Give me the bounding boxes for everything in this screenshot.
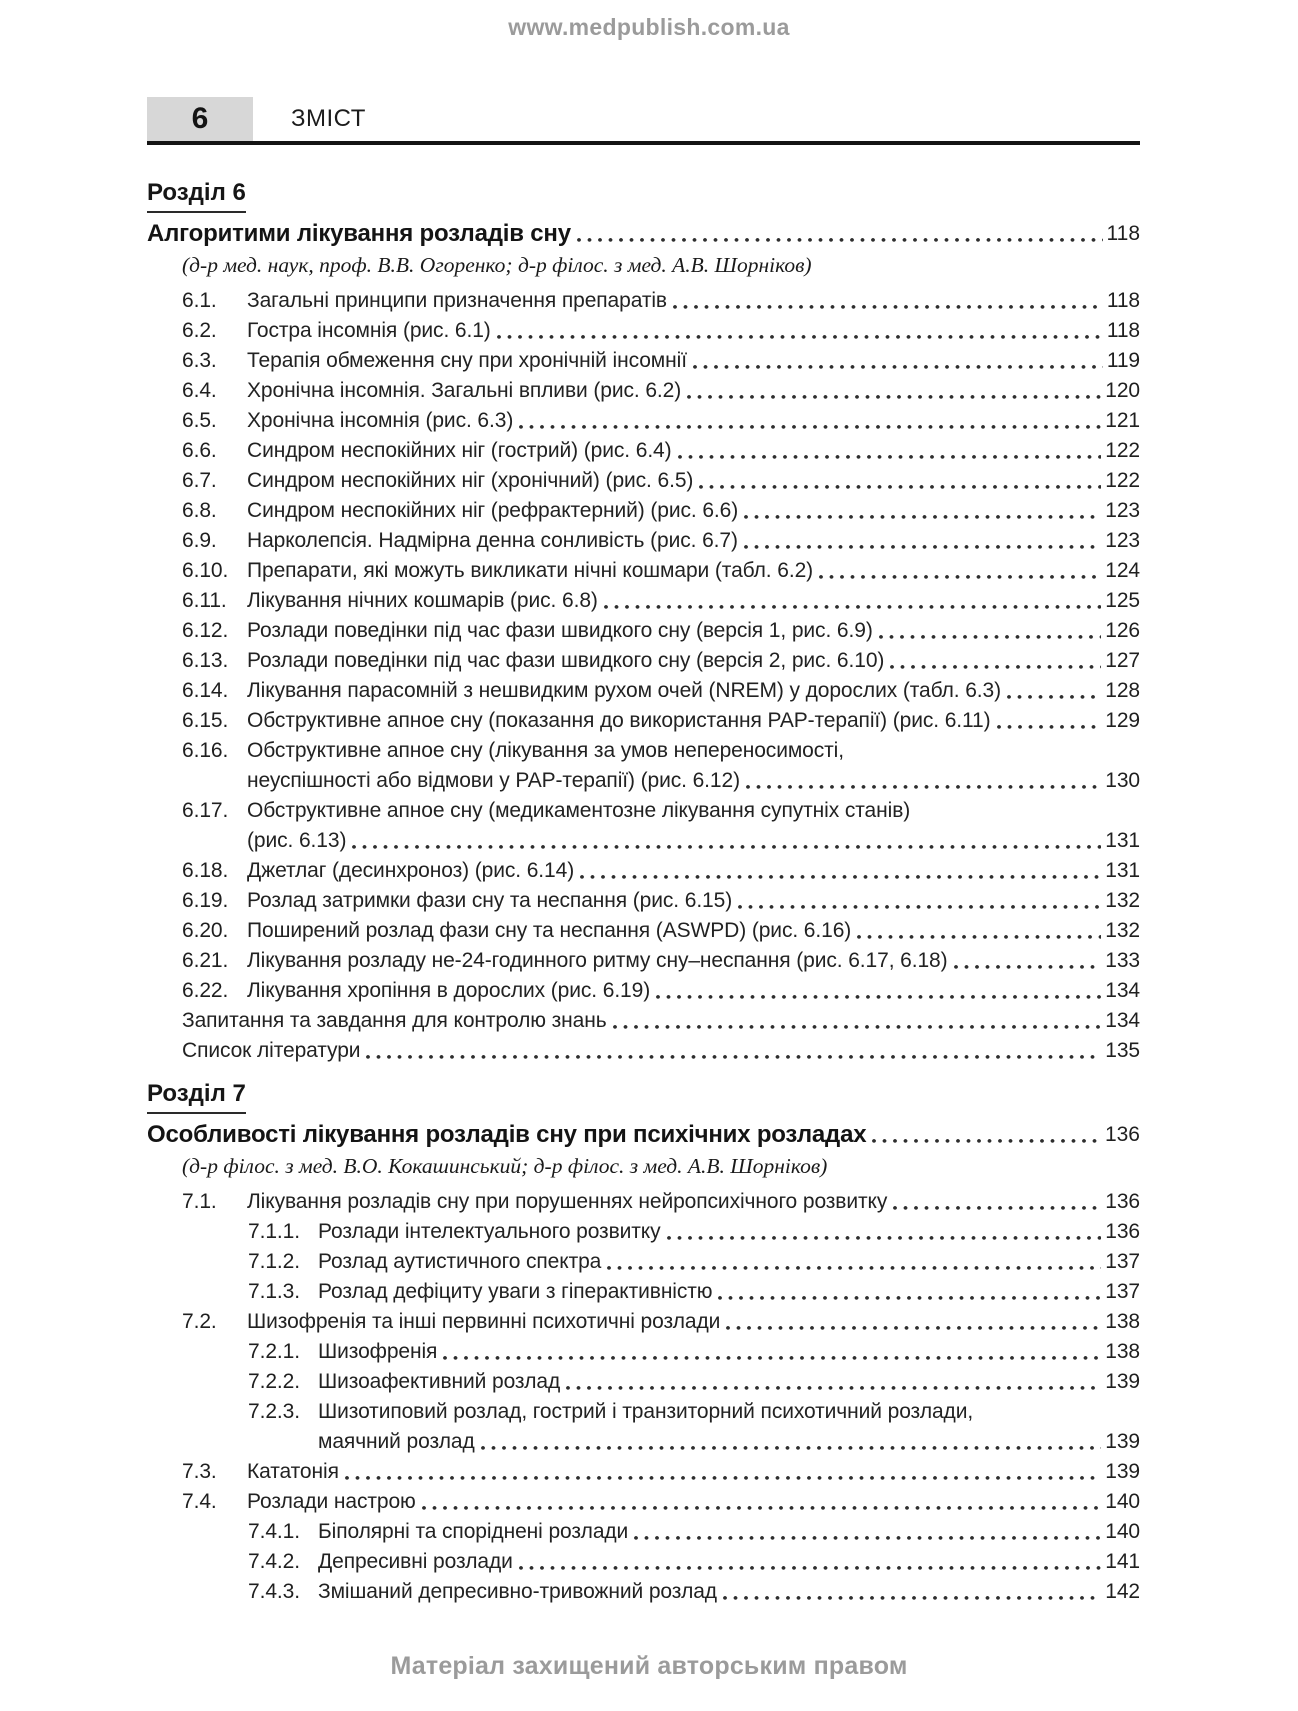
entry-line [247, 586, 1140, 616]
dot-leader [519, 406, 1101, 436]
entry-body [318, 1337, 1140, 1367]
page-header [147, 97, 1140, 145]
dot-leader [699, 466, 1101, 496]
page-ref: 136 [1105, 1220, 1140, 1243]
entry-line [318, 1217, 1140, 1247]
toc-entry [147, 856, 1140, 886]
page-ref: 130 [1105, 769, 1140, 792]
copyright-notice: Матеріал захищений авторським правом [390, 1652, 908, 1680]
entry-number: 6.9. [182, 529, 217, 552]
entry-body [247, 736, 1140, 796]
entry-body [247, 976, 1140, 1006]
entry-text: Лікування нічних кошмарів (рис. 6.8) [247, 589, 598, 612]
entry-line [318, 1277, 1140, 1307]
entry-line [247, 616, 1140, 646]
toc-entry [147, 436, 1140, 466]
dot-leader [890, 646, 1101, 676]
toc-entry [147, 316, 1140, 346]
entry-body [247, 526, 1140, 556]
entry-number: 7.1. [182, 1190, 217, 1213]
dot-leader [723, 1577, 1101, 1607]
running-head-title: ЗМІСТ [291, 105, 366, 132]
dot-leader [345, 1457, 1101, 1487]
dot-leader [678, 436, 1102, 466]
entry-body [247, 316, 1140, 346]
entry-text: Розлади настрою [247, 1490, 416, 1513]
entry-line [247, 916, 1140, 946]
page-header-row [147, 97, 1140, 141]
entry-body [318, 1367, 1140, 1397]
dot-leader [1007, 676, 1101, 706]
page-ref: 122 [1105, 439, 1140, 462]
entry-body [318, 1277, 1140, 1307]
entry-number: 6.22. [182, 979, 229, 1002]
entry-number: 7.4.2. [248, 1550, 300, 1573]
chapter-authors: (д-р філос. з мед. В.О. Кокашинський; д-р філос. з мед. А.В. Шорніков) [182, 1154, 828, 1178]
page-ref: 142 [1105, 1580, 1140, 1603]
toc-entry [147, 376, 1140, 406]
entry-number: 7.1.3. [248, 1280, 300, 1303]
entry-number: 6.15. [182, 709, 229, 732]
page-ref: 131 [1105, 829, 1140, 852]
page-ref: 127 [1105, 649, 1140, 672]
entry-body [247, 1187, 1140, 1217]
entry-body [247, 646, 1140, 676]
page-ref: 138 [1105, 1340, 1140, 1363]
entry-number: 6.11. [182, 589, 227, 612]
entry-line [247, 946, 1140, 976]
entry-body [247, 796, 1140, 856]
dot-leader [893, 1187, 1101, 1217]
entry-line [247, 376, 1140, 406]
entry-body [247, 586, 1140, 616]
chapter-authors: (д-р мед. наук, проф. В.В. Огоренко; д-р філос. з мед. А.В. Шорніков) [182, 253, 812, 277]
toc-entry [147, 646, 1140, 676]
entry-text: Обструктивне апное сну (лікування за умов непереносимості, [247, 739, 844, 762]
page-ref: 139 [1105, 1370, 1140, 1393]
entry-text: Лікування розладу не-24-годинного ритму сну–неспання (рис. 6.17, 6.18) [247, 949, 948, 972]
entry-body [182, 1036, 1140, 1066]
entry-body [247, 616, 1140, 646]
entry-line [247, 526, 1140, 556]
entry-body [247, 916, 1140, 946]
toc-entry [147, 466, 1140, 496]
toc-entry [147, 916, 1140, 946]
dot-leader [607, 1247, 1101, 1277]
toc-entry [147, 676, 1140, 706]
entry-number: 7.1.2. [248, 1250, 300, 1273]
dot-leader [879, 616, 1102, 646]
chapter-title-row [147, 1119, 1140, 1151]
entry-body [318, 1217, 1140, 1247]
dot-leader [738, 886, 1101, 916]
toc-entry [147, 1187, 1140, 1217]
toc-entry [147, 346, 1140, 376]
toc-entry [147, 406, 1140, 436]
toc-entry [147, 1457, 1140, 1487]
page-ref: 125 [1105, 589, 1140, 612]
entry-body [247, 886, 1140, 916]
dot-leader [422, 1487, 1102, 1517]
chapter-title-row [147, 218, 1140, 250]
entry-number: 6.13. [182, 649, 229, 672]
entry-number: 7.2.2. [248, 1370, 300, 1393]
page-ref: 123 [1105, 529, 1140, 552]
entry-line [247, 316, 1140, 346]
entry-text: Шизоафективний розлад [318, 1370, 561, 1393]
chapter-entries [147, 1187, 1140, 1607]
page-ref: 128 [1105, 679, 1140, 702]
dot-leader [443, 1337, 1101, 1367]
entry-line [247, 676, 1140, 706]
dot-leader [604, 586, 1101, 616]
entry-body [318, 1397, 1140, 1457]
dot-leader [566, 1367, 1101, 1397]
chapter-title: Алгоритими лікування розладів сну [147, 220, 571, 247]
toc-entry [147, 1337, 1140, 1367]
page-ref: 138 [1105, 1310, 1140, 1333]
entry-line [247, 436, 1140, 466]
dot-leader [656, 976, 1101, 1006]
entry-number: 7.1.1. [248, 1220, 300, 1243]
entry-text: Розлад затримки фази сну та неспання (рис. 6.15) [247, 889, 733, 912]
dot-leader [954, 946, 1102, 976]
entry-number: 7.2. [182, 1310, 217, 1333]
dot-leader [693, 346, 1103, 376]
entry-text: Розлад дефіциту уваги з гіперактивністю [318, 1280, 713, 1303]
entry-text: неуспішності або відмови у PAP-терапії) (рис. 6.12) [247, 769, 740, 792]
toc-entry [147, 706, 1140, 736]
entry-line [247, 976, 1140, 1006]
chapter-section [147, 179, 1140, 1066]
page-ref: 137 [1105, 1250, 1140, 1273]
dot-leader [997, 706, 1102, 736]
entry-number: 6.2. [182, 319, 217, 342]
entry-line [247, 646, 1140, 676]
entry-body [247, 496, 1140, 526]
toc-entry [147, 886, 1140, 916]
page-ref: 132 [1105, 889, 1140, 912]
entry-number: 6.1. [182, 289, 217, 312]
entry-body [247, 676, 1140, 706]
chapter-section [147, 1080, 1140, 1607]
entry-text: Загальні принципи призначення препаратів [247, 289, 667, 312]
site-url: www.medpublish.com.ua [508, 14, 790, 40]
entry-text: Список літератури [182, 1039, 361, 1062]
entry-body [247, 436, 1140, 466]
entry-text: Шизотиповий розлад, гострий і транзиторний психотичний розлади, [318, 1400, 974, 1423]
entry-number: 6.7. [182, 469, 217, 492]
page-ref: 129 [1105, 709, 1140, 732]
toc-entry [147, 1517, 1140, 1547]
dot-leader [352, 826, 1101, 856]
entry-number: 7.4. [182, 1490, 217, 1513]
dot-leader [497, 316, 1103, 346]
page-ref: 135 [1105, 1039, 1140, 1062]
page-number: 6 [191, 102, 209, 135]
entry-body [247, 946, 1140, 976]
entry-number: 6.17. [182, 799, 229, 822]
dot-leader [673, 286, 1103, 316]
page-ref: 132 [1105, 919, 1140, 942]
entry-number: 7.4.1. [248, 1520, 300, 1543]
toc-entry [147, 1247, 1140, 1277]
entry-line [247, 1487, 1140, 1517]
page-ref: 139 [1105, 1460, 1140, 1483]
entry-text: Обструктивне апное сну (медикаментозне лікування супутніх станів) [247, 799, 911, 822]
dot-leader [746, 766, 1101, 796]
toc-entry [147, 496, 1140, 526]
dot-leader [613, 1006, 1102, 1036]
entry-line [182, 1036, 1140, 1066]
entry-line [247, 1187, 1140, 1217]
entry-text: Змішаний депресивно-тривожний розлад [318, 1580, 717, 1603]
entry-body [247, 406, 1140, 436]
page-ref: 131 [1105, 859, 1140, 882]
entry-number: 6.18. [182, 859, 229, 882]
entry-body [247, 346, 1140, 376]
entry-line [247, 346, 1140, 376]
entry-body [247, 556, 1140, 586]
toc-entry [147, 1036, 1140, 1066]
entry-body [247, 706, 1140, 736]
page-ref: 139 [1105, 1430, 1140, 1453]
page-ref: 134 [1105, 1009, 1140, 1032]
toc-entry [147, 1277, 1140, 1307]
dot-leader [857, 916, 1101, 946]
entry-text: Розлад аутистичного спектра [318, 1250, 602, 1273]
entry-text: Терапія обмеження сну при хронічній інсомнії [247, 349, 687, 372]
dot-leader [519, 1547, 1102, 1577]
toc-entry [147, 946, 1140, 976]
entry-body [247, 856, 1140, 886]
page-number-box [147, 97, 253, 141]
page-ref: 124 [1105, 559, 1140, 582]
entry-number: 6.16. [182, 739, 229, 762]
entry-body [247, 1487, 1140, 1517]
entry-text: Синдром неспокійних ніг (рефрактерний) (рис. 6.6) [247, 499, 739, 522]
page-ref: 118 [1106, 319, 1140, 342]
entry-text: Кататонія [247, 1460, 339, 1483]
entry-line [247, 286, 1140, 316]
toc-entry [147, 1006, 1140, 1036]
page-ref: 137 [1105, 1280, 1140, 1303]
entry-text: Гостра інсомнія (рис. 6.1) [247, 319, 491, 342]
entry-text: Розлади поведінки під час фази швидкого сну (версія 2, рис. 6.10) [247, 649, 885, 672]
table-of-contents [147, 179, 1140, 1607]
page-ref: 133 [1105, 949, 1140, 972]
toc-entry [147, 586, 1140, 616]
page-ref: 122 [1105, 469, 1140, 492]
dot-leader [481, 1427, 1102, 1457]
entry-line [247, 1307, 1140, 1337]
toc-entry [147, 976, 1140, 1006]
entry-body [318, 1517, 1140, 1547]
entry-text: маячний розлад [318, 1430, 475, 1453]
entry-body [247, 1307, 1140, 1337]
entry-body [247, 286, 1140, 316]
entry-number: 7.2.1. [248, 1340, 300, 1363]
entry-text: Шизофренія та інші первинні психотичні розлади [247, 1310, 721, 1333]
entry-number: 6.8. [182, 499, 217, 522]
entry-number: 7.3. [182, 1460, 217, 1483]
toc-entry [147, 796, 1140, 856]
entry-line [318, 1427, 1140, 1457]
entry-text: Синдром неспокійних ніг (хронічний) (рис. 6.5) [247, 469, 694, 492]
dot-leader [580, 856, 1101, 886]
chapter-entries [147, 286, 1140, 1066]
dot-leader [819, 556, 1101, 586]
entry-number: 6.3. [182, 349, 217, 372]
toc-entry [147, 526, 1140, 556]
entry-text: Лікування розладів сну при порушеннях нейропсихічного розвитку [247, 1190, 888, 1213]
entry-line [247, 706, 1140, 736]
toc-entry [147, 1487, 1140, 1517]
page-ref: 120 [1105, 379, 1140, 402]
entry-body [247, 466, 1140, 496]
entry-body [247, 376, 1140, 406]
page-ref: 136 [1105, 1190, 1140, 1213]
entry-text: Біполярні та споріднені розлади [318, 1520, 629, 1543]
entry-line [318, 1337, 1140, 1367]
entry-text: Нарколепсія. Надмірна денна сонливість (рис. 6.7) [247, 529, 738, 552]
entry-text: Обструктивне апное сну (показання до використання PAP-терапії) (рис. 6.11) [247, 709, 991, 732]
entry-line [182, 1006, 1140, 1036]
entry-line [247, 766, 1140, 796]
dot-leader [687, 376, 1101, 406]
entry-text: Запитання та завдання для контролю знань [182, 1009, 607, 1032]
dot-leader [634, 1517, 1101, 1547]
entry-number: 6.10. [182, 559, 229, 582]
toc-entry [147, 1307, 1140, 1337]
entry-number: 6.12. [182, 619, 229, 642]
entry-line [247, 556, 1140, 586]
entry-line [247, 826, 1140, 856]
entry-text: Джетлаг (десинхроноз) (рис. 6.14) [247, 859, 575, 882]
toc-entry [147, 556, 1140, 586]
entry-line [247, 886, 1140, 916]
entry-number: 6.4. [182, 379, 217, 402]
entry-line [247, 466, 1140, 496]
entry-body [247, 1457, 1140, 1487]
toc-entry [147, 616, 1140, 646]
toc-entry [147, 1397, 1140, 1457]
dot-leader [718, 1277, 1101, 1307]
entry-text: (рис. 6.13) [247, 829, 347, 852]
dot-leader [366, 1036, 1101, 1066]
entry-body [318, 1547, 1140, 1577]
page-ref: 123 [1105, 499, 1140, 522]
entry-body [318, 1577, 1140, 1607]
chapter-label: Розділ 7 [147, 1080, 246, 1114]
entry-text: Хронічна інсомнія (рис. 6.3) [247, 409, 514, 432]
entry-line [318, 1367, 1140, 1397]
entry-number: 6.6. [182, 439, 217, 462]
entry-text: Розлади інтелектуального розвитку [318, 1220, 661, 1243]
toc-entry [147, 1367, 1140, 1397]
entry-number: 6.21. [182, 949, 229, 972]
entry-text: Розлади поведінки під час фази швидкого сну (версія 1, рис. 6.9) [247, 619, 873, 642]
entry-text: Синдром неспокійних ніг (гострий) (рис. 6.4) [247, 439, 672, 462]
toc-entry [147, 736, 1140, 796]
entry-text: Поширений розлад фази сну та неспання (ASWPD) (рис. 6.16) [247, 919, 852, 942]
page-ref: 118 [1106, 222, 1140, 245]
dot-leader [577, 218, 1103, 250]
entry-text: Лікування хропіння в дорослих (рис. 6.19) [247, 979, 651, 1002]
entry-line [318, 1577, 1140, 1607]
chapter-label: Розділ 6 [147, 179, 246, 213]
dot-leader [872, 1119, 1101, 1151]
entry-line [318, 1247, 1140, 1277]
page-ref: 118 [1106, 289, 1140, 312]
entry-body [318, 1247, 1140, 1277]
entry-body [182, 1006, 1140, 1036]
entry-number: 6.5. [182, 409, 217, 432]
page-ref: 140 [1105, 1490, 1140, 1513]
dot-leader [726, 1307, 1101, 1337]
entry-number: 6.19. [182, 889, 229, 912]
entry-text: Шизофренія [318, 1340, 438, 1363]
entry-number: 7.2.3. [248, 1400, 300, 1423]
dot-leader [744, 496, 1101, 526]
entry-line [247, 1457, 1140, 1487]
entry-text: Хронічна інсомнія. Загальні впливи (рис. 6.2) [247, 379, 682, 402]
entry-number: 7.4.3. [248, 1580, 300, 1603]
toc-entry [147, 1217, 1140, 1247]
entry-number: 6.14. [182, 679, 229, 702]
entry-line [247, 406, 1140, 436]
toc-entry [147, 1577, 1140, 1607]
entry-text: Депресивні розлади [318, 1550, 513, 1573]
dot-leader [667, 1217, 1102, 1247]
toc-entry [147, 286, 1140, 316]
page-ref: 126 [1105, 619, 1140, 642]
entry-line [318, 1517, 1140, 1547]
toc-entry [147, 1547, 1140, 1577]
entry-line [247, 496, 1140, 526]
entry-text: Препарати, які можуть викликати нічні кошмари (табл. 6.2) [247, 559, 814, 582]
page-ref: 141 [1105, 1550, 1140, 1573]
page-ref: 134 [1105, 979, 1140, 1002]
chapter-title: Особливості лікування розладів сну при психічних розладах [147, 1121, 867, 1148]
entry-line [318, 1547, 1140, 1577]
entry-number: 6.20. [182, 919, 229, 942]
entry-text: Лікування парасомній з нешвидким рухом очей (NREM) у дорослих (табл. 6.3) [247, 679, 1001, 702]
header-rule [147, 141, 1140, 145]
page-ref: 140 [1105, 1520, 1140, 1543]
page-ref: 119 [1106, 349, 1140, 372]
page-ref: 136 [1104, 1123, 1140, 1146]
dot-leader [744, 526, 1101, 556]
page-ref: 121 [1105, 409, 1140, 432]
entry-line [247, 856, 1140, 886]
